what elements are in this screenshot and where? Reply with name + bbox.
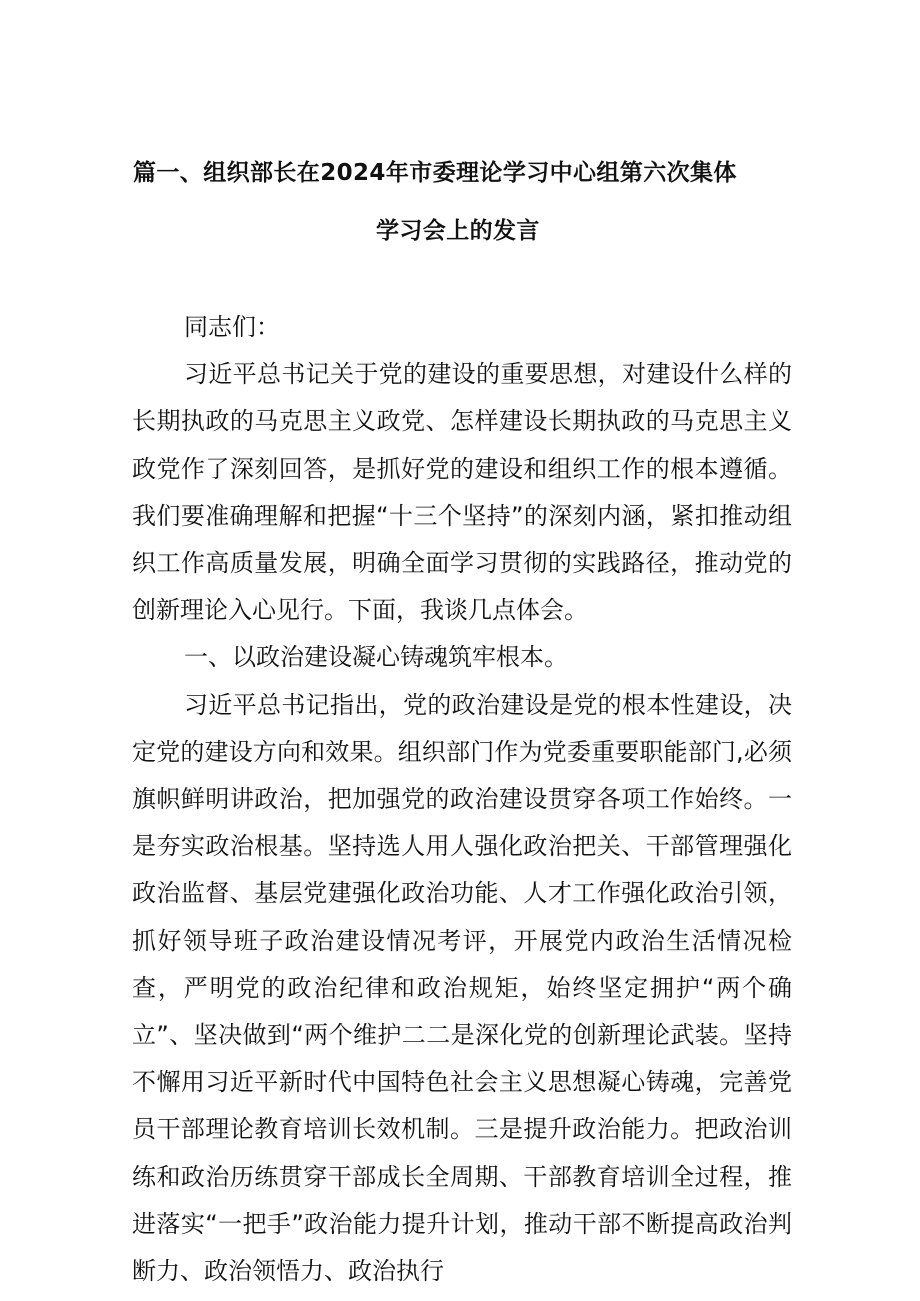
section-heading-1: 一、以政治建设凝心铸魂筑牢根本。	[184, 643, 568, 672]
document-title-line-1: 篇一、组织部长在2024年市委理论学习中心组第六次集体	[133, 160, 737, 186]
salutation: 同志们：	[184, 313, 280, 341]
paragraph-section-1: 习近平总书记指出，党的政治建设是党的根本性建设，决定党的建设方向和效果。组织部门作为党委重要职能部门,必须旗帜鲜明讲政治，把加强党的政治建设贯穿各项工作始终。一是夯实政治根基。坚持选人用人强化政治把关、干部管理强化政治监督、基层党建强化政治功能、人才工作强化政治引领，抓好领导班子政治建设情况考评，开展党内政治生活情况检查，严明党的政治纪律和政治规矩，始终坚定拥护“两个确立”、坚决做到“两个维护二二是深化党的创新理论武装。坚持不懈用习近平新时代中国特色社会主义思想凝心铸魂，完善党员干部理论教育培训长效机制。三是提升政治能力。把政治训练和政治历练贯穿干部成长全周期、干部教育培训全过程，推进落实“一把手”政治能力提升计划，推动干部不断提高政治判断力、政治领悟力、政治执行	[132, 690, 792, 1286]
document-title-line-2: 学习会上的发言	[376, 218, 540, 244]
document-body	[132, 304, 792, 1295]
paragraph-intro: 习近平总书记关于党的建设的重要思想，对建设什么样的长期执政的马克思主义政党、怎样建设长期执政的马克思主义政党作了深刻回答，是抓好党的建设和组织工作的根本遵循。我们要准确理解和把握“十三个坚持”的深刻内涵，紧扣推动组织工作高质量发展，明确全面学习贯彻的实践路径，推动党的创新理论入心见行。下面，我谈几点体会。	[132, 360, 792, 625]
